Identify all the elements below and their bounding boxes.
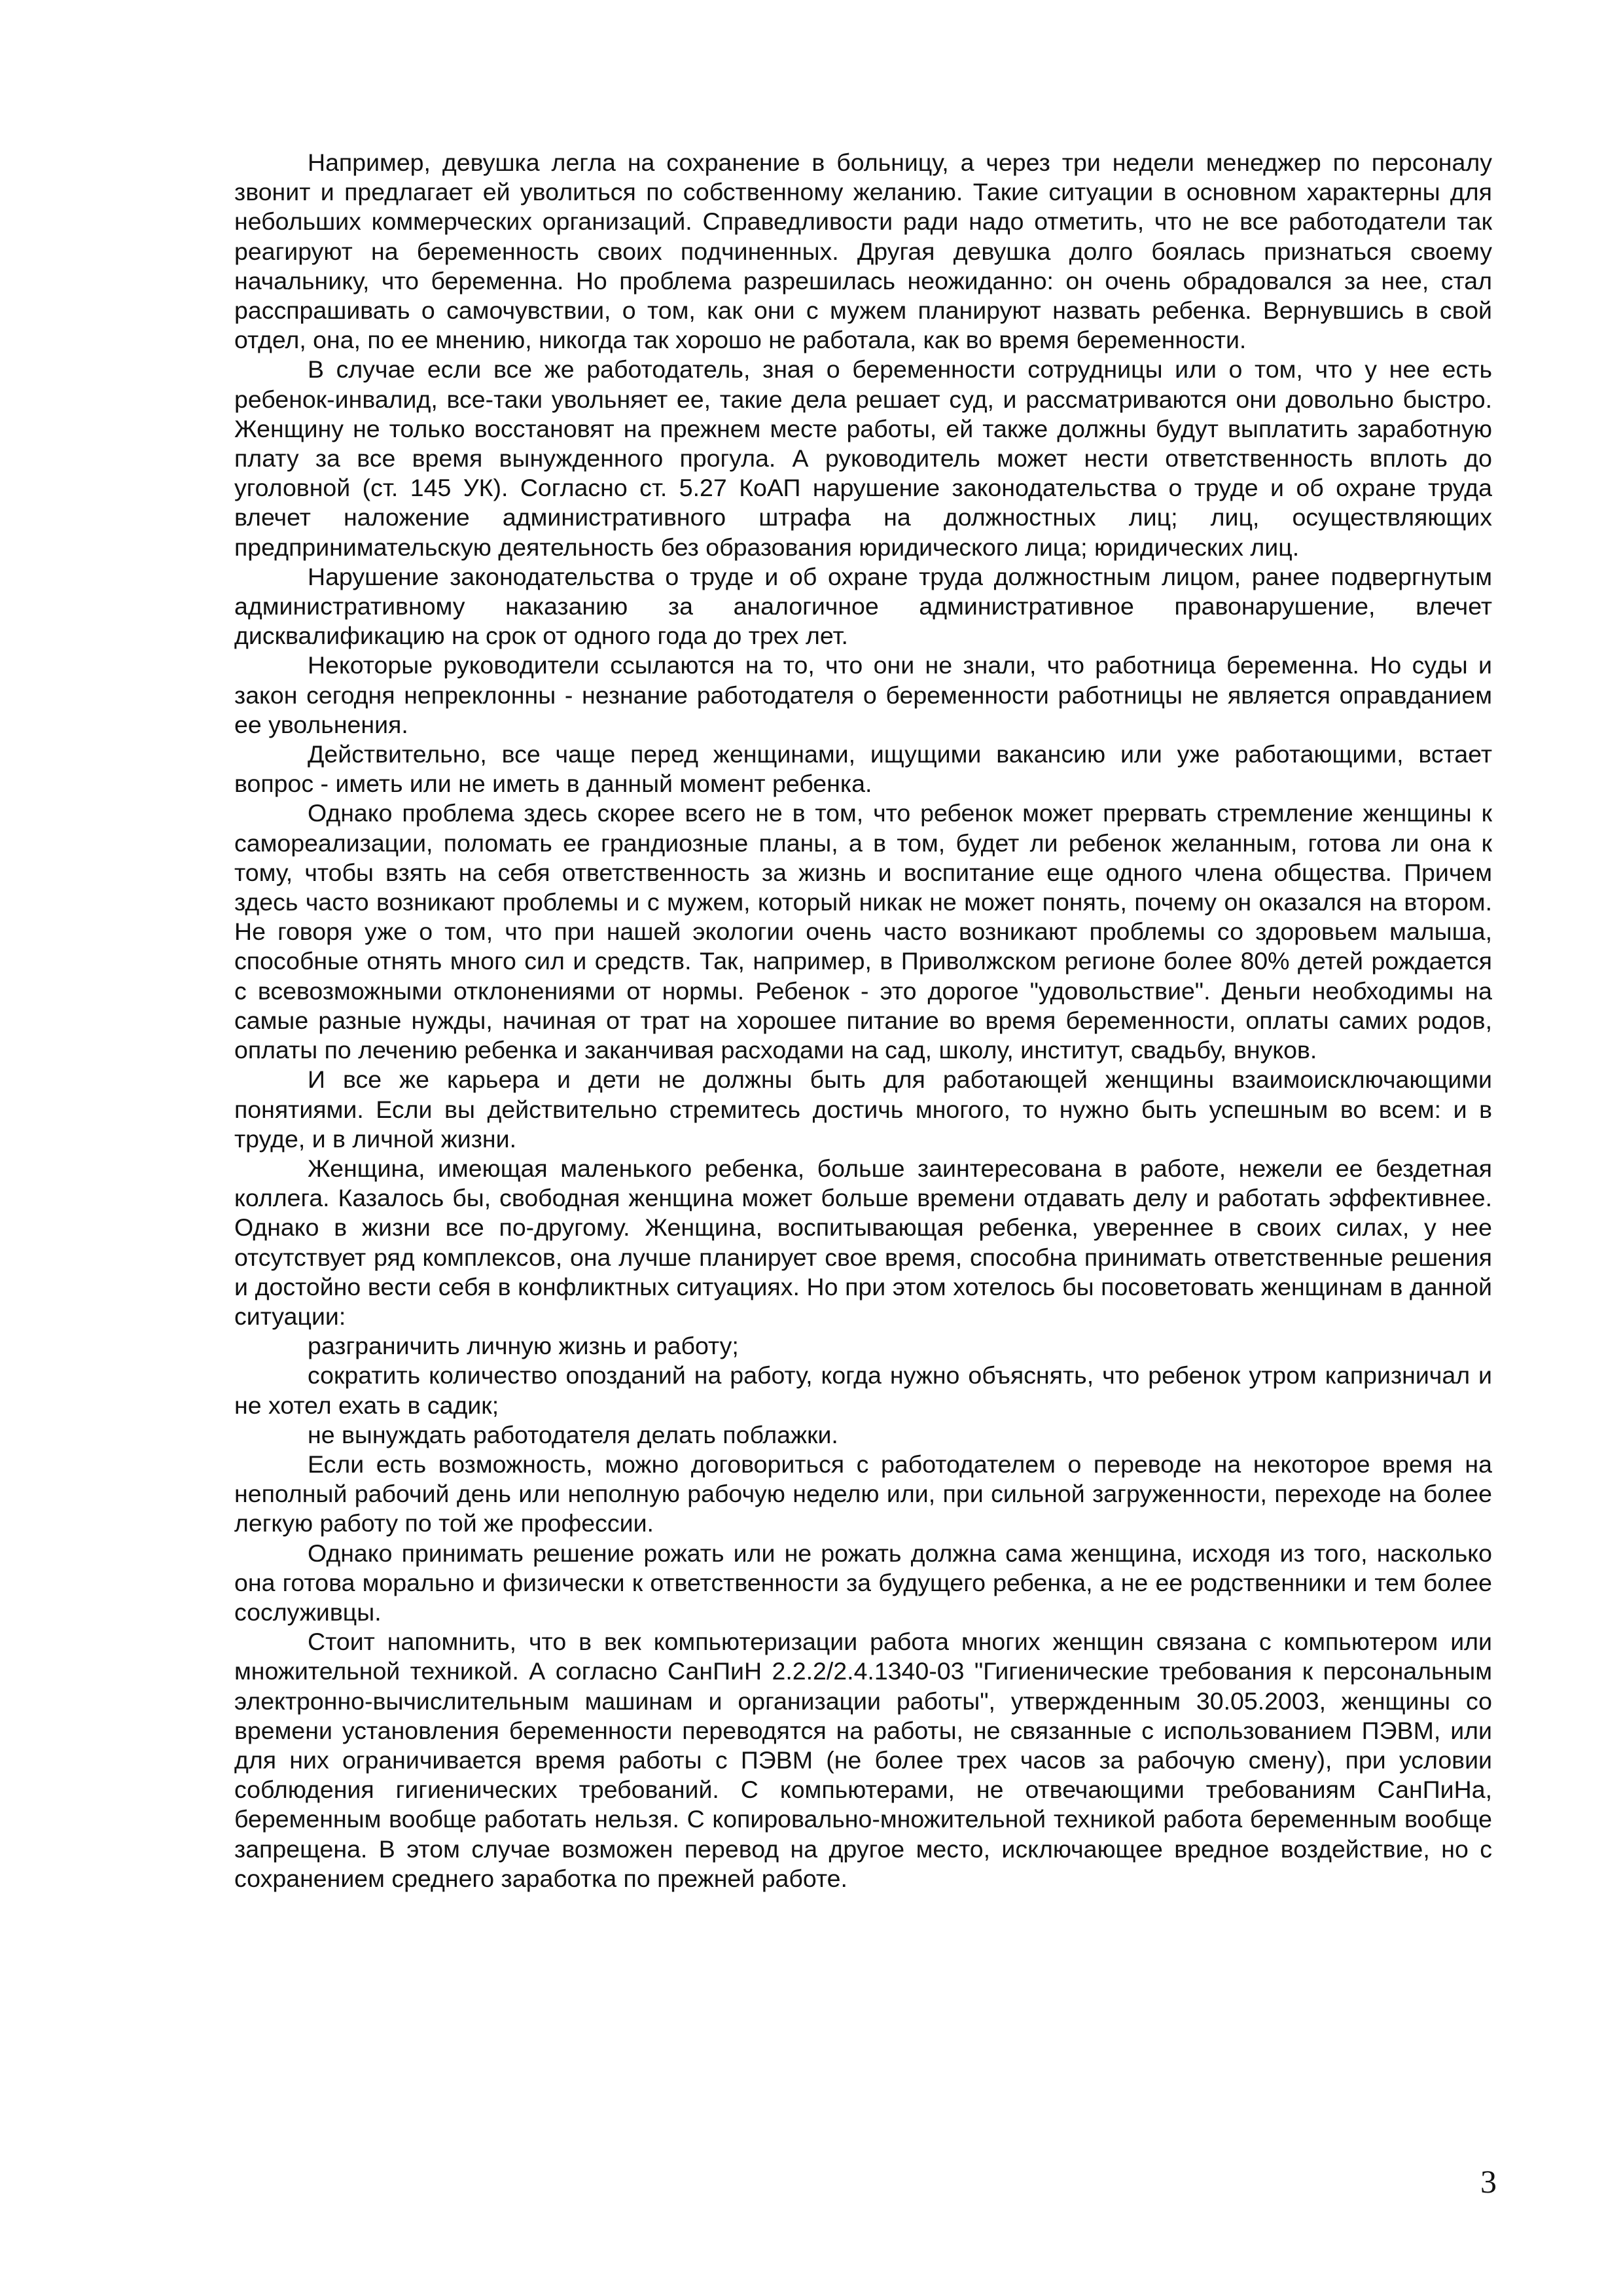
paragraph-11: Стоит напомнить, что в век компьютеризации работа многих женщин связана с компьютером или множительной техникой. А согласно СанПиН 2.2.2/2.4.1340-03 "Гигиенические требования к персональным электронно-вычислительным машинам и организации работы", утвержденным 30.05.2003, женщины со времени установления беременности переводятся на работы, не связанные с использованием ПЭВМ, или для них ограничивается время работы с ПЭВМ (не более трех часов за рабочую смену), при условии соблюдения гигиенических требований. С компьютерами, не отвечающими требованиям СанПиНа, беременным вообще работать нельзя. С копировально-множительной техникой работа беременным вообще запрещена. В этом случае возможен перевод на другое место, исключающее вредное воздействие, но с сохранением среднего заработка по прежней работе. — [234, 1628, 1492, 1892]
paragraph-8: Женщина, имеющая маленького ребенка, больше заинтересована в работе, нежели ее бездетная коллега. Казалось бы, свободная женщина может больше времени отдавать делу и работать эффективнее. Однако в жизни все по-другому. Женщина, воспитывающая ребенка, увереннее в своих силах, у нее отсутствует ряд комплексов, она лучше планирует свое время, способна принимать ответственные решения и достойно вести себя в конфликтных ситуациях. Но при этом хотелось бы посоветовать женщинам в данной ситуации: — [234, 1154, 1492, 1330]
paragraph-10: Однако принимать решение рожать или не рожать должна сама женщина, исходя из того, насколько она готова морально и физически к ответственности за будущего ребенка, а не ее родственники и тем более сослуживцы. — [234, 1539, 1492, 1626]
paragraph-6: Однако проблема здесь скорее всего не в том, что ребенок может прервать стремление женщины к самореализации, поломать ее грандиозные планы, а в том, будет ли ребенок желанным, готова ли она к тому, чтобы взять на себя ответственность за жизнь и воспитание еще одного члена общества. Причем здесь часто возникают проблемы и с мужем, который никак не может понять, почему он оказался на втором. Не говоря уже о том, что при нашей экологии очень часто возникают проблемы со здоровьем малыша, способные отнять много сил и средств. Так, например, в Приволжском регионе более 80% детей рождается с всевозможными отклонениями от нормы. Ребенок - это дорогое "удовольствие". Деньги необходимы на самые разные нужды, начиная от трат на хорошее питание во время беременности, оплаты самих родов, оплаты по лечению ребенка и заканчивая расходами на сад, школу, институт, свадьбу, внуков. — [234, 799, 1492, 1064]
page-number: 3 — [1480, 2163, 1497, 2200]
list-item-2: сократить количество опозданий на работу, когда нужно объяснять, что ребенок утром капризничал и не хотел ехать в садик; — [234, 1361, 1492, 1419]
paragraph-4: Некоторые руководители ссылаются на то, что они не знали, что работница беременна. Но суды и закон сегодня непреклонны - незнание работодателя о беременности работницы не является оправданием ее увольнения. — [234, 651, 1492, 738]
list-item-1: разграничить личную жизнь и работу; — [308, 1332, 739, 1360]
paragraph-2: В случае если все же работодатель, зная о беременности сотрудницы или о том, что у нее есть ребенок-инвалид, все-таки увольняет ее, такие дела решает суд, и рассматриваются они довольно быстро. Женщину не только восстановят на прежнем месте работы, ей также должны будут выплатить заработную плату за все время вынужденного прогула. А руководитель может нести ответственность вплоть до уголовной (ст. 145 УК). Согласно ст. 5.27 КоАП нарушение законодательства о труде и об охране труда влечет наложение административного штрафа на должностных лиц; лиц, осуществляющих предпринимательскую деятельность без образования юридического лица; юридических лиц. — [234, 355, 1492, 561]
body-text — [234, 148, 1492, 1893]
paragraph-5: Действительно, все чаще перед женщинами, ищущими вакансию или уже работающими, встает вопрос - иметь или не иметь в данный момент ребенка. — [234, 740, 1492, 798]
paragraph-3: Нарушение законодательства о труде и об охране труда должностным лицом, ранее подвергнутым административному наказанию за аналогичное административное правонарушение, влечет дисквалификацию на срок от одного года до трех лет. — [234, 562, 1492, 650]
paragraph-9: Если есть возможность, можно договориться с работодателем о переводе на некоторое время на неполный рабочий день или неполную рабочую неделю или, при сильной загруженности, переходе на более легкую работу по той же профессии. — [234, 1450, 1492, 1537]
list-item-3: не вынуждать работодателя делать поблажки. — [308, 1420, 838, 1448]
paragraph-7: И все же карьера и дети не должны быть для работающей женщины взаимоисключающими понятиями. Если вы действительно стремитесь достичь многого, то нужно быть успешным во всем: и в труде, и в личной жизни. — [234, 1066, 1492, 1153]
paragraph-1: Например, девушка легла на сохранение в больницу, а через три недели менеджер по персоналу звонит и предлагает ей уволиться по собственному желанию. Такие ситуации в основном характерны для небольших коммерческих организаций. Справедливости ради надо отметить, что не все работодатели так реагируют на беременность своих подчиненных. Другая девушка долго боялась признаться своему начальнику, что беременна. Но проблема разрешилась неожиданно: он очень обрадовался за нее, стал расспрашивать о самочувствии, о том, как они с мужем планируют назвать ребенка. Вернувшись в свой отдел, она, по ее мнению, никогда так хорошо не работала, как во время беременности. — [234, 149, 1492, 354]
